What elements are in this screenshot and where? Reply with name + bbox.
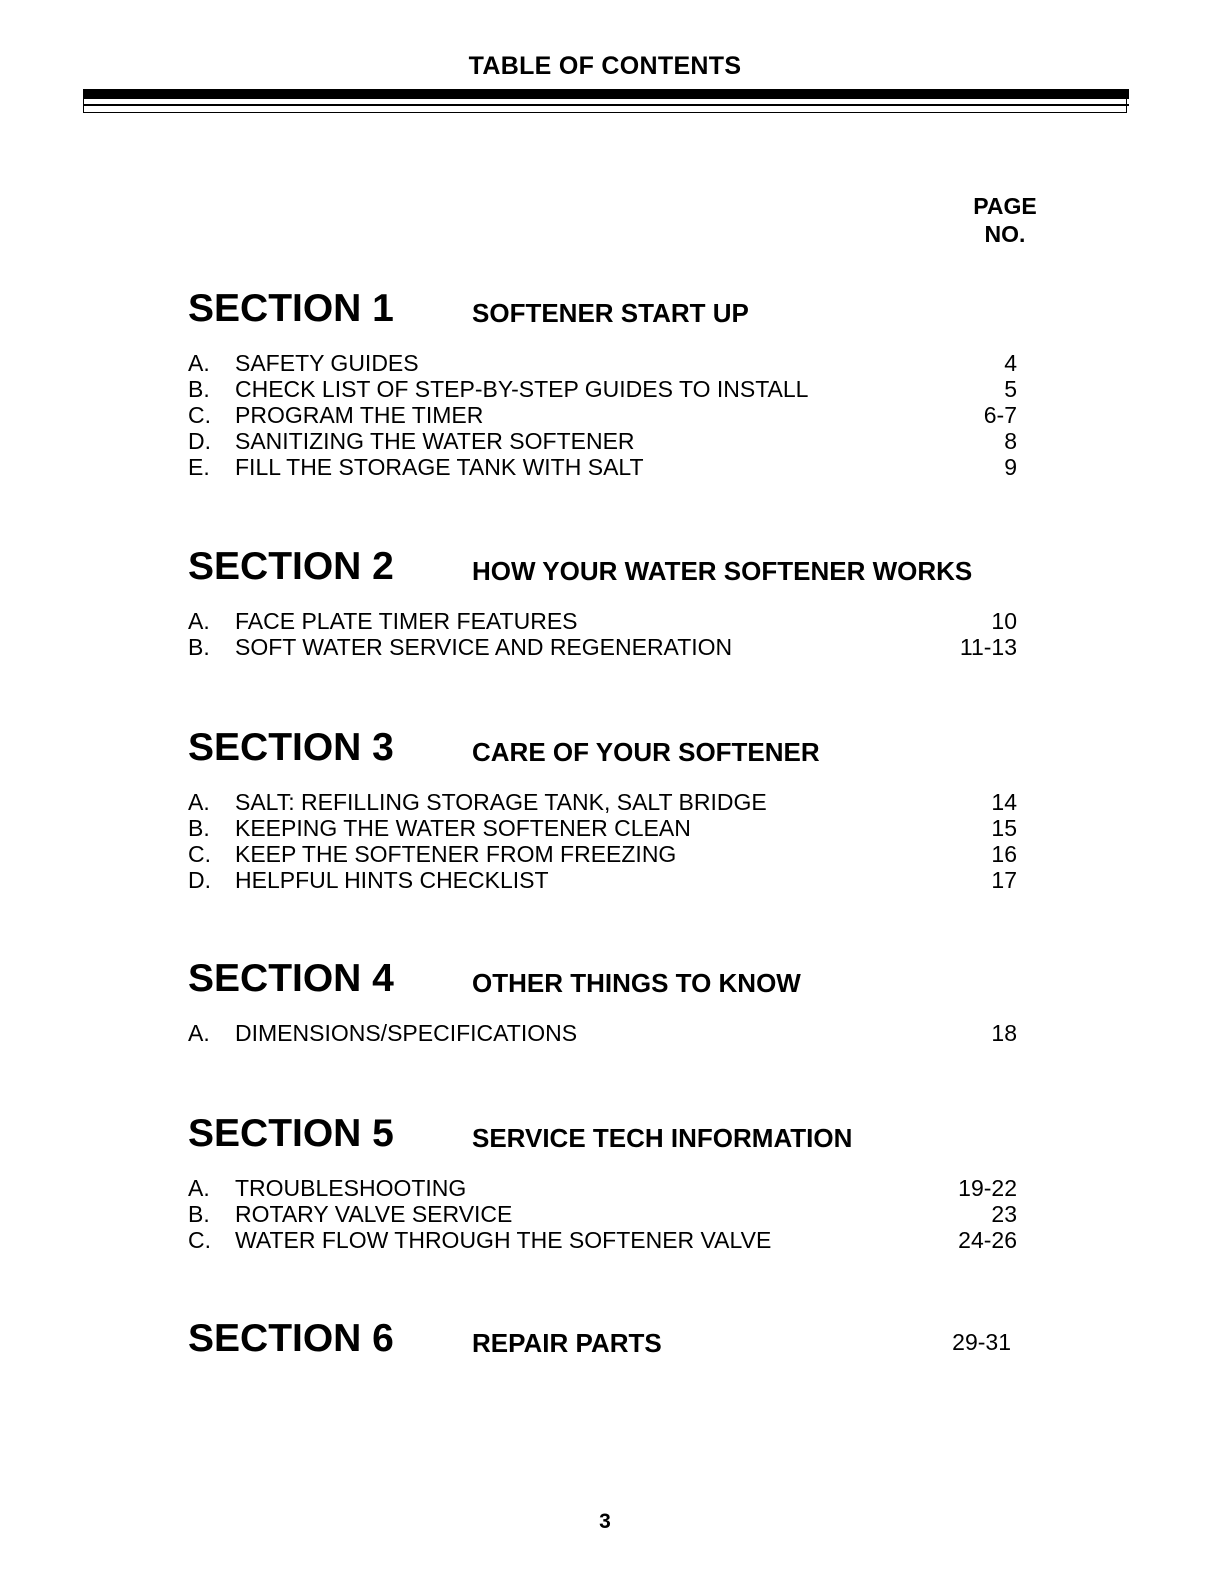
section-number: SECTION 5 bbox=[188, 1112, 394, 1155]
section-title: SERVICE TECH INFORMATION bbox=[472, 1123, 853, 1153]
entry-page: 10 bbox=[991, 608, 1017, 634]
toc-entry bbox=[0, 454, 1225, 480]
entry-text: PROGRAM THE TIMER bbox=[235, 402, 484, 428]
entry-letter: B. bbox=[188, 634, 210, 660]
section-header bbox=[0, 957, 1225, 1007]
entry-page: 6-7 bbox=[983, 402, 1017, 428]
section-header bbox=[0, 1317, 1225, 1367]
entry-letter: C. bbox=[188, 841, 211, 867]
toc-entry bbox=[0, 815, 1225, 841]
entry-letter: C. bbox=[188, 1227, 211, 1253]
toc-entry bbox=[0, 350, 1225, 376]
header-rule-frame bbox=[83, 99, 1127, 113]
entry-page: 15 bbox=[991, 815, 1017, 841]
section-number: SECTION 1 bbox=[188, 287, 394, 330]
section-3 bbox=[0, 726, 1225, 893]
entry-text: KEEPING THE WATER SOFTENER CLEAN bbox=[235, 815, 691, 841]
toc-entry bbox=[0, 402, 1225, 428]
page-label: PAGE bbox=[973, 193, 1037, 219]
entry-letter: A. bbox=[188, 350, 210, 376]
footer-page-number: 3 bbox=[599, 1510, 611, 1533]
entry-letter: D. bbox=[188, 867, 211, 893]
entry-text: SALT: REFILLING STORAGE TANK, SALT BRIDGE bbox=[235, 789, 767, 815]
entry-page: 5 bbox=[1004, 376, 1017, 402]
entry-letter: B. bbox=[188, 815, 210, 841]
header-rule-thin bbox=[83, 104, 1129, 106]
section-4 bbox=[0, 957, 1225, 1046]
entry-text: TROUBLESHOOTING bbox=[235, 1175, 467, 1201]
entry-text: CHECK LIST OF STEP-BY-STEP GUIDES TO INSTALL bbox=[235, 376, 809, 402]
section-header bbox=[0, 545, 1225, 595]
section-number: SECTION 3 bbox=[188, 726, 394, 769]
toc-entry bbox=[0, 867, 1225, 893]
section-6 bbox=[0, 1317, 1225, 1367]
toc-entry bbox=[0, 1020, 1225, 1046]
entry-text: DIMENSIONS/SPECIFICATIONS bbox=[235, 1020, 578, 1046]
section-title: OTHER THINGS TO KNOW bbox=[472, 968, 801, 998]
section-number: SECTION 6 bbox=[188, 1317, 394, 1360]
toc-entry bbox=[0, 789, 1225, 815]
entry-text: ROTARY VALVE SERVICE bbox=[235, 1201, 513, 1227]
entry-letter: B. bbox=[188, 1201, 210, 1227]
no-label: NO. bbox=[984, 221, 1026, 247]
toc-entry bbox=[0, 428, 1225, 454]
section-number: SECTION 4 bbox=[188, 957, 394, 1000]
entry-letter: A. bbox=[188, 789, 210, 815]
entry-letter: A. bbox=[188, 608, 210, 634]
section-number: SECTION 2 bbox=[188, 545, 394, 588]
section-2 bbox=[0, 545, 1225, 660]
entry-page: 9 bbox=[1004, 454, 1017, 480]
entry-text: FILL THE STORAGE TANK WITH SALT bbox=[235, 454, 644, 480]
entry-page: 14 bbox=[991, 789, 1017, 815]
section-5 bbox=[0, 1112, 1225, 1253]
section-page: 29-31 bbox=[952, 1329, 1011, 1355]
toc-entry bbox=[0, 1201, 1225, 1227]
section-header bbox=[0, 287, 1225, 337]
section-title: REPAIR PARTS bbox=[472, 1328, 662, 1358]
section-title: CARE OF YOUR SOFTENER bbox=[472, 737, 820, 767]
entry-text: KEEP THE SOFTENER FROM FREEZING bbox=[235, 841, 677, 867]
entry-text: SANITIZING THE WATER SOFTENER bbox=[235, 428, 635, 454]
entry-page: 16 bbox=[991, 841, 1017, 867]
entry-letter: B. bbox=[188, 376, 210, 402]
entry-page: 23 bbox=[991, 1201, 1017, 1227]
entry-text: FACE PLATE TIMER FEATURES bbox=[235, 608, 578, 634]
toc-entry bbox=[0, 634, 1225, 660]
section-title: SOFTENER START UP bbox=[472, 298, 749, 328]
section-header bbox=[0, 1112, 1225, 1162]
page-number-column-header bbox=[955, 192, 1055, 248]
section-header bbox=[0, 726, 1225, 776]
entry-page: 18 bbox=[991, 1020, 1017, 1046]
entry-page: 11-13 bbox=[959, 634, 1017, 660]
entry-letter: C. bbox=[188, 402, 211, 428]
entry-letter: D. bbox=[188, 428, 211, 454]
section-entries bbox=[0, 789, 1225, 893]
entry-text: SOFT WATER SERVICE AND REGENERATION bbox=[235, 634, 733, 660]
toc-entry bbox=[0, 608, 1225, 634]
toc-entry bbox=[0, 1175, 1225, 1201]
entry-page: 24-26 bbox=[958, 1227, 1017, 1253]
entry-page: 17 bbox=[991, 867, 1017, 893]
entry-page: 4 bbox=[1004, 350, 1017, 376]
toc-entry bbox=[0, 376, 1225, 402]
entry-text: WATER FLOW THROUGH THE SOFTENER VALVE bbox=[235, 1227, 772, 1253]
section-title: HOW YOUR WATER SOFTENER WORKS bbox=[472, 556, 973, 586]
section-entries bbox=[0, 350, 1225, 480]
entry-text: SAFETY GUIDES bbox=[235, 350, 419, 376]
toc-entry bbox=[0, 841, 1225, 867]
toc-entry bbox=[0, 1227, 1225, 1253]
section-entries bbox=[0, 608, 1225, 660]
entry-page: 19-22 bbox=[958, 1175, 1017, 1201]
entry-letter: A. bbox=[188, 1175, 210, 1201]
entry-page: 8 bbox=[1004, 428, 1017, 454]
section-entries bbox=[0, 1020, 1225, 1046]
section-entries bbox=[0, 1175, 1225, 1253]
entry-text: HELPFUL HINTS CHECKLIST bbox=[235, 867, 549, 893]
entry-letter: E. bbox=[188, 454, 210, 480]
header-rule-thick bbox=[83, 89, 1129, 99]
entry-letter: A. bbox=[188, 1020, 210, 1046]
document-title: TABLE OF CONTENTS bbox=[468, 52, 742, 80]
section-1 bbox=[0, 287, 1225, 480]
